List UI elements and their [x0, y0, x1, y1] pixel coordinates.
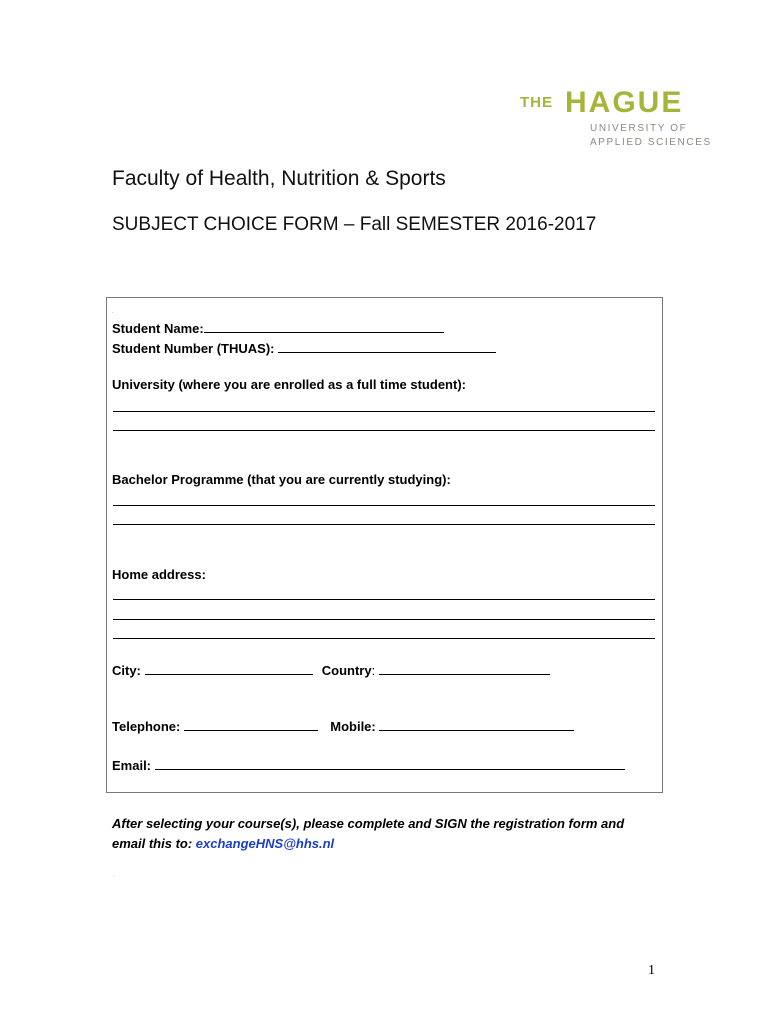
box-marker: .: [112, 309, 114, 315]
university-label: University (where you are enrolled as a full time student):: [112, 377, 466, 392]
logo-hague: HAGUE: [565, 86, 684, 119]
student-number-label: Student Number (THUAS):: [112, 341, 275, 356]
logo-university-of: UNIVERSITY OF: [590, 123, 688, 134]
country-colon: :: [371, 663, 376, 678]
university-logo: [520, 86, 720, 152]
faculty-heading: Faculty of Health, Nutrition & Sports: [112, 167, 446, 190]
telephone-label: Telephone:: [112, 719, 181, 734]
university-field-line-1[interactable]: [113, 411, 655, 412]
mobile-field[interactable]: [379, 718, 574, 731]
telephone-field[interactable]: [184, 718, 318, 731]
home-address-line-3[interactable]: [113, 638, 655, 639]
country-field[interactable]: [379, 662, 550, 675]
email-field[interactable]: [155, 757, 625, 770]
logo-the: THE: [520, 94, 553, 111]
student-name-field[interactable]: [204, 320, 444, 333]
city-field[interactable]: [145, 662, 313, 675]
email-row: [112, 757, 625, 773]
city-country-row: [112, 662, 550, 678]
submission-note: [112, 814, 652, 854]
bachelor-field-line-2[interactable]: [113, 524, 655, 525]
student-name-row: [112, 320, 444, 336]
home-address-line-2[interactable]: [113, 619, 655, 620]
home-address-label: Home address:: [112, 567, 206, 582]
student-name-label: Student Name:: [112, 321, 204, 336]
mobile-label: Mobile:: [330, 719, 376, 734]
note-marker: .: [113, 872, 115, 878]
contact-email-link[interactable]: exchangeHNS@hhs.nl: [195, 836, 335, 851]
page-number: 1: [648, 963, 655, 978]
university-field-line-2[interactable]: [113, 430, 655, 431]
form-title: SUBJECT CHOICE FORM – Fall SEMESTER 2016-2017: [112, 214, 597, 235]
email-label: Email:: [112, 758, 152, 773]
bachelor-label: Bachelor Programme (that you are currently studying):: [112, 472, 451, 487]
submission-note-text: After selecting your course(s), please complete and SIGN the registration form and email this to:: [112, 816, 625, 851]
student-number-row: [112, 340, 496, 356]
bachelor-field-line-1[interactable]: [113, 505, 655, 506]
logo-applied-sciences: APPLIED SCIENCES: [590, 137, 712, 148]
country-label: Country: [321, 663, 372, 678]
student-number-field[interactable]: [278, 340, 496, 353]
city-label: City:: [112, 663, 141, 678]
phone-row: [112, 718, 574, 734]
home-address-line-1[interactable]: [113, 599, 655, 600]
